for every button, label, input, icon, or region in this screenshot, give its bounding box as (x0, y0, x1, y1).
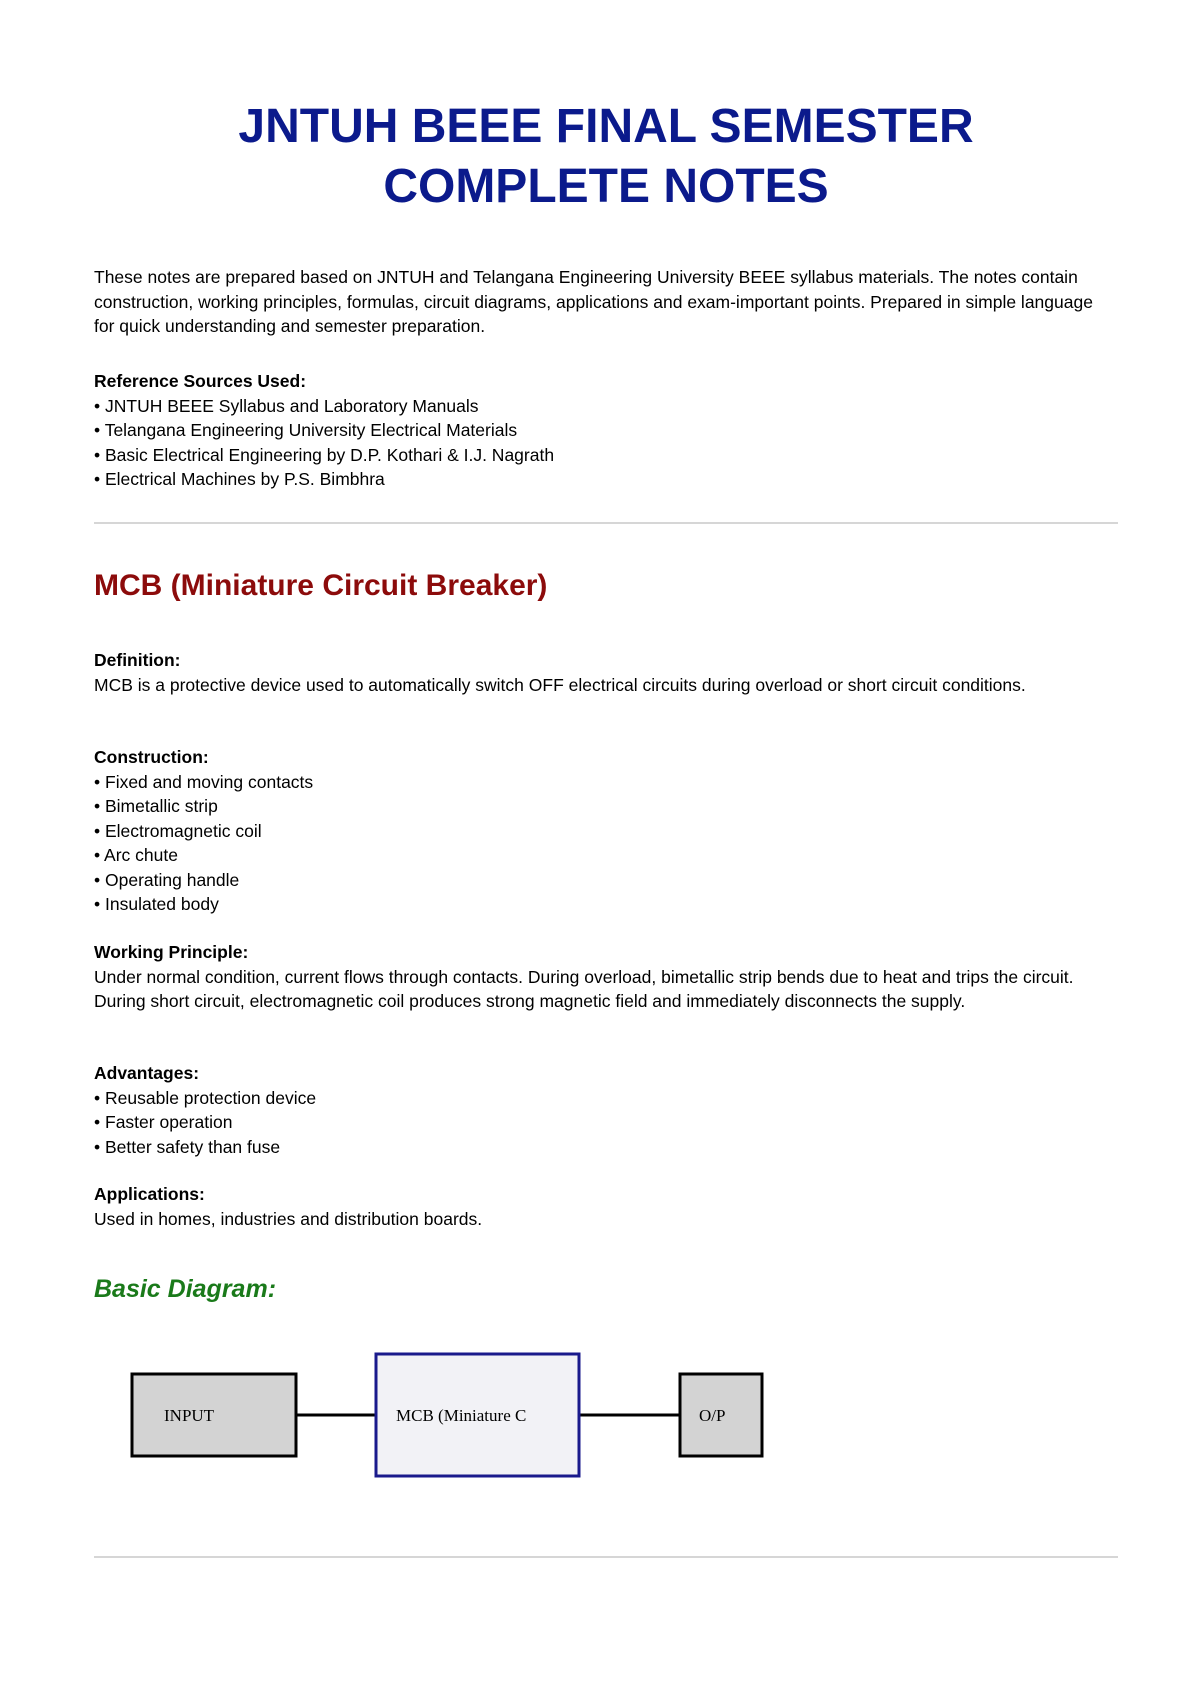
applications-heading: Applications: (94, 1184, 205, 1204)
construction-item: • Bimetallic strip (94, 794, 1118, 819)
input-label: INPUT (164, 1406, 215, 1425)
working-principle-heading: Working Principle: (94, 942, 249, 962)
advantage-item: • Faster operation (94, 1110, 1118, 1135)
applications-text: Used in homes, industries and distribution boards. (94, 1208, 483, 1229)
divider (94, 1556, 1118, 1558)
applications-block (94, 1182, 1118, 1231)
definition-heading: Definition: (94, 650, 181, 670)
advantages-list (94, 1086, 1118, 1160)
reference-item: • Electrical Machines by P.S. Bimbhra (94, 467, 1118, 492)
divider (94, 522, 1118, 524)
definition-block (94, 648, 1118, 697)
working-principle-text: Under normal condition, current flows through contacts. During overload, bimetallic strip bends due to heat and trips the circuit. During short circuit, electromagnetic coil produces strong magnetic field and immediately disconnects the supply. (94, 966, 1074, 1011)
working-principle-block (94, 940, 1118, 1014)
construction-item: • Arc chute (94, 843, 1118, 868)
advantages-heading: Advantages: (94, 1063, 200, 1083)
construction-item: • Insulated body (94, 892, 1118, 917)
references-block (94, 369, 1118, 492)
advantage-item: • Better safety than fuse (94, 1135, 1118, 1160)
reference-item: • Basic Electrical Engineering by D.P. Kothari & I.J. Nagrath (94, 443, 1118, 468)
construction-heading: Construction: (94, 747, 209, 767)
advantages-block (94, 1061, 1118, 1159)
construction-block (94, 745, 1118, 917)
reference-item: • Telangana Engineering University Electrical Materials (94, 418, 1118, 443)
section-title: MCB (Miniature Circuit Breaker) (94, 569, 548, 602)
construction-item: • Fixed and moving contacts (94, 770, 1118, 795)
construction-item: • Electromagnetic coil (94, 819, 1118, 844)
diagram-heading: Basic Diagram: (94, 1275, 277, 1303)
construction-item: • Operating handle (94, 868, 1118, 893)
mcb-label: MCB (Miniature C (396, 1406, 527, 1425)
construction-list (94, 770, 1118, 917)
references-heading: Reference Sources Used: (94, 371, 307, 391)
definition-text: MCB is a protective device used to automatically switch OFF electrical circuits during overload or short circuit conditions. (94, 674, 1026, 695)
intro-paragraph: These notes are prepared based on JNTUH and Telangana Engineering University BEEE syllabus materials. The notes contain construction, working principles, formulas, circuit diagrams, applications and exam-important points. Prepared in simple language for quick understanding and semester preparation. (94, 267, 1093, 336)
mcb-block-diagram (94, 1340, 1118, 1490)
page-title (94, 97, 1118, 217)
reference-item: • JNTUH BEEE Syllabus and Laboratory Manuals (94, 394, 1118, 419)
page-title-line-1: JNTUH BEEE FINAL SEMESTER (238, 100, 974, 153)
page-title-line-2: COMPLETE NOTES (383, 160, 829, 213)
references-list (94, 394, 1118, 492)
output-label: O/P (699, 1406, 726, 1425)
advantage-item: • Reusable protection device (94, 1086, 1118, 1111)
